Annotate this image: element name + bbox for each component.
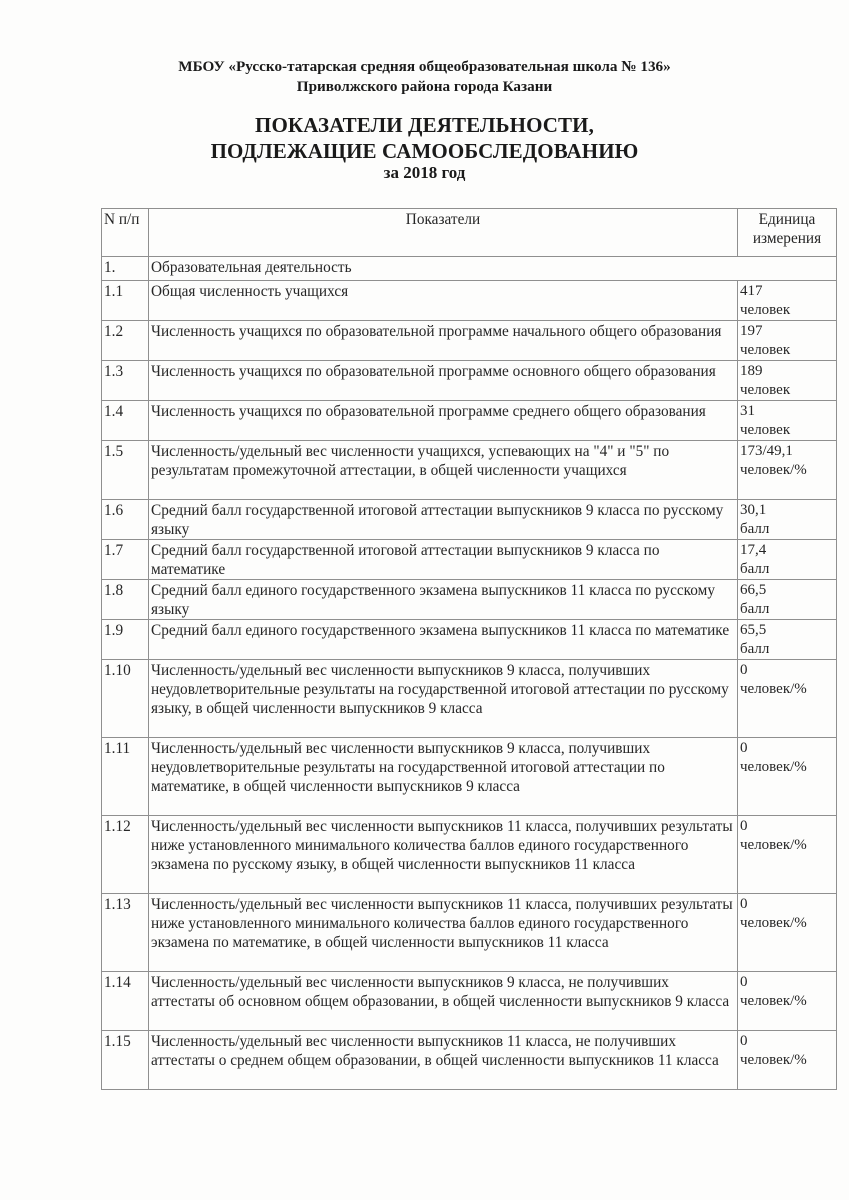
table-row <box>102 660 837 738</box>
row-indicator: Численность/удельный вес численности выпускников 9 класса, не получивших аттестаты об основном общем образовании, в общей численности выпускников 9 класса <box>149 972 738 1031</box>
row-value: 0 <box>740 1033 748 1049</box>
section-title: Образовательная деятельность <box>149 257 837 281</box>
table-row <box>102 580 837 620</box>
row-unit: человек/% <box>740 837 807 853</box>
row-indicator: Численность учащихся по образовательной программе начального общего образования <box>149 321 738 361</box>
row-unit-cell <box>738 441 837 500</box>
row-unit-cell <box>738 738 837 816</box>
row-unit-cell <box>738 361 837 401</box>
row-number: 1.15 <box>102 1031 149 1090</box>
row-indicator: Численность/удельный вес численности выпускников 11 класса, получивших результаты ниже установленного минимального количества баллов единого государственного экзамена по русскому языку, в общей численности выпускников 11 класса <box>149 816 738 894</box>
title-line-1: ПОКАЗАТЕЛИ ДЕЯТЕЛЬНОСТИ, <box>255 113 594 137</box>
row-indicator: Численность/удельный вес численности выпускников 11 класса, не получивших аттестаты о среднем общем образовании, в общей численности выпускников 11 класса <box>149 1031 738 1090</box>
row-unit-cell <box>738 321 837 361</box>
row-value: 0 <box>740 818 748 834</box>
table-row <box>102 972 837 1031</box>
row-unit: балл <box>740 601 770 617</box>
table-row <box>102 401 837 441</box>
report-period: за 2018 год <box>383 163 466 182</box>
row-indicator: Численность/удельный вес численности учащихся, успевающих на "4" и "5" по результатам промежуточной аттестации, в общей численности учащихся <box>149 441 738 500</box>
table-row <box>102 361 837 401</box>
row-number: 1.12 <box>102 816 149 894</box>
row-indicator: Общая численность учащихся <box>149 281 738 321</box>
row-value: 189 <box>740 363 763 379</box>
table-row <box>102 816 837 894</box>
row-number: 1.3 <box>102 361 149 401</box>
row-unit: балл <box>740 521 770 537</box>
column-header-number: N п/п <box>102 209 149 257</box>
row-unit-cell <box>738 894 837 972</box>
row-value: 30,1 <box>740 502 767 518</box>
unit-header-line-2: измерения <box>752 230 822 247</box>
table-row <box>102 1031 837 1090</box>
table-row <box>102 441 837 500</box>
row-indicator: Численность/удельный вес численности выпускников 11 класса, получивших результаты ниже установленного минимального количества баллов единого государственного экзамена по математике, в общей численности выпускников 11 класса <box>149 894 738 972</box>
table-row <box>102 620 837 660</box>
row-number: 1.7 <box>102 540 149 580</box>
row-unit: балл <box>740 641 770 657</box>
row-value: 66,5 <box>740 582 767 598</box>
row-value: 0 <box>740 662 748 678</box>
row-value: 17,4 <box>740 542 767 558</box>
row-unit-cell <box>738 580 837 620</box>
row-unit: человек/% <box>740 681 807 697</box>
section-row <box>102 257 837 281</box>
title-line-2: ПОДЛЕЖАЩИЕ САМООБСЛЕДОВАНИЮ <box>210 139 639 163</box>
row-unit: человек <box>740 382 791 398</box>
row-value: 197 <box>740 323 763 339</box>
row-unit-cell <box>738 401 837 441</box>
row-value: 417 <box>740 283 763 299</box>
table-header-row <box>102 209 837 257</box>
row-indicator: Численность учащихся по образовательной программе среднего общего образования <box>149 401 738 441</box>
row-unit: человек/% <box>740 915 807 931</box>
row-unit: балл <box>740 561 770 577</box>
table-row <box>102 738 837 816</box>
row-unit: человек <box>740 302 791 318</box>
row-number: 1.10 <box>102 660 149 738</box>
row-number: 1.6 <box>102 500 149 540</box>
row-indicator: Численность учащихся по образовательной программе основного общего образования <box>149 361 738 401</box>
row-indicator: Средний балл единого государственного экзамена выпускников 11 класса по математике <box>149 620 738 660</box>
row-unit: человек/% <box>740 993 807 1009</box>
document-title <box>0 112 849 164</box>
row-unit-cell <box>738 972 837 1031</box>
row-number: 1.8 <box>102 580 149 620</box>
row-unit-cell <box>738 540 837 580</box>
row-unit: человек/% <box>740 462 807 478</box>
row-unit-cell <box>738 1031 837 1090</box>
row-number: 1.11 <box>102 738 149 816</box>
row-value: 65,5 <box>740 622 767 638</box>
row-unit-cell <box>738 500 837 540</box>
row-unit-cell <box>738 816 837 894</box>
row-number: 1.5 <box>102 441 149 500</box>
row-value: 0 <box>740 974 748 990</box>
row-unit: человек/% <box>740 759 807 775</box>
row-unit-cell <box>738 660 837 738</box>
row-value: 0 <box>740 740 748 756</box>
table-row <box>102 281 837 321</box>
table-row <box>102 540 837 580</box>
row-indicator: Численность/удельный вес численности выпускников 9 класса, получивших неудовлетворительные результаты на государственной итоговой аттестации по русскому языку, в общей численности выпускников 9 класса <box>149 660 738 738</box>
row-number: 1.9 <box>102 620 149 660</box>
row-unit: человек <box>740 422 791 438</box>
row-number: 1.2 <box>102 321 149 361</box>
row-number: 1.14 <box>102 972 149 1031</box>
organization-header <box>0 57 849 97</box>
indicators-table <box>101 208 837 1090</box>
table-row <box>102 894 837 972</box>
row-value: 31 <box>740 403 755 419</box>
column-header-indicator: Показатели <box>149 209 738 257</box>
table-row <box>102 500 837 540</box>
row-indicator: Средний балл государственной итоговой аттестации выпускников 9 класса по математике <box>149 540 738 580</box>
column-header-unit <box>738 209 837 257</box>
row-unit: человек <box>740 342 791 358</box>
table-row <box>102 321 837 361</box>
row-unit: человек/% <box>740 1052 807 1068</box>
row-value: 173/49,1 <box>740 443 793 459</box>
row-unit-cell <box>738 281 837 321</box>
unit-header-line-1: Единица <box>758 211 816 228</box>
row-number: 1.13 <box>102 894 149 972</box>
row-indicator: Средний балл единого государственного экзамена выпускников 11 класса по русскому языку <box>149 580 738 620</box>
row-unit-cell <box>738 620 837 660</box>
section-number: 1. <box>102 257 149 281</box>
row-indicator: Численность/удельный вес численности выпускников 9 класса, получивших неудовлетворительные результаты на государственной итоговой аттестации по математике, в общей численности выпускников 9 класса <box>149 738 738 816</box>
row-indicator: Средний балл государственной итоговой аттестации выпускников 9 класса по русскому языку <box>149 500 738 540</box>
organization-name: МБОУ «Русско-татарская средняя общеобразовательная школа № 136» <box>178 58 671 75</box>
organization-district: Приволжского района города Казани <box>296 78 553 95</box>
row-number: 1.4 <box>102 401 149 441</box>
row-number: 1.1 <box>102 281 149 321</box>
row-value: 0 <box>740 896 748 912</box>
